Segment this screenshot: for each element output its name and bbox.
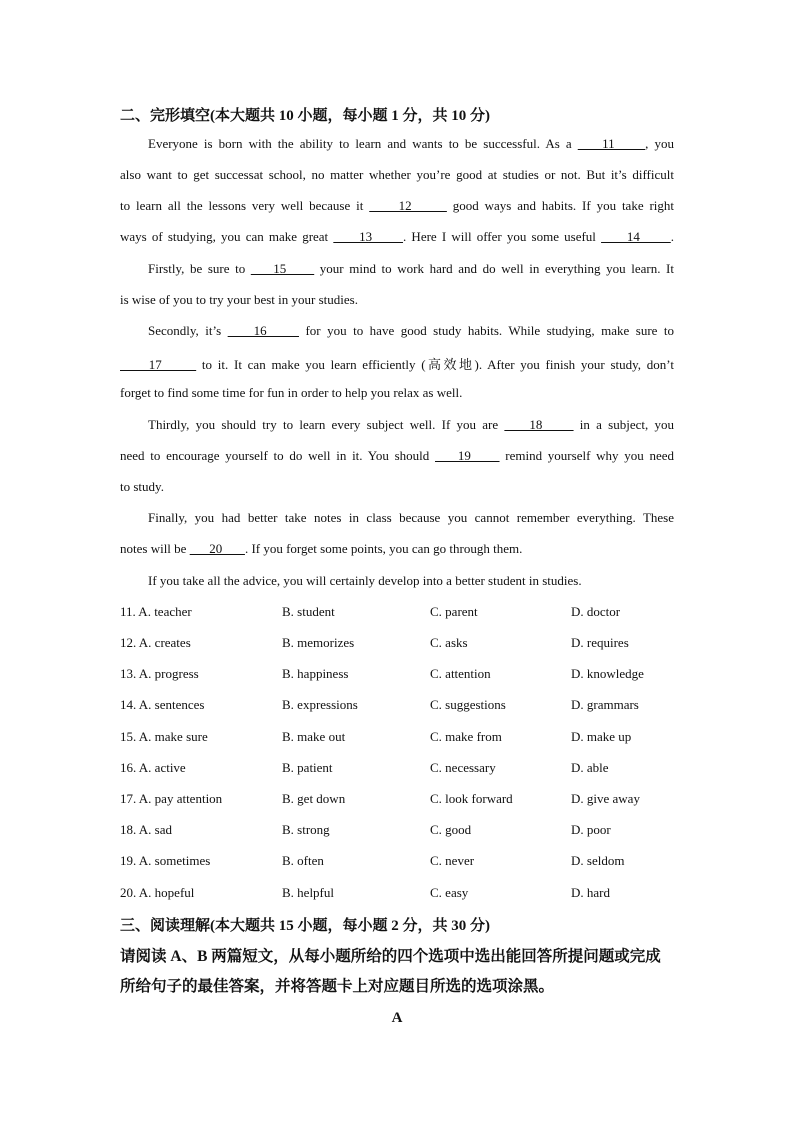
option-a: 18. A. sad <box>120 822 172 837</box>
passage-line <box>120 229 674 245</box>
passage-line <box>120 198 674 214</box>
passage-line: also want to get successat school, no matter whether you’re good at studies or not. But it’s difficult <box>120 167 674 182</box>
option-d: D. make up <box>571 729 632 744</box>
option-a: 14. A. sentences <box>120 697 205 712</box>
option-a: 13. A. progress <box>120 666 199 681</box>
blank-17: 17 <box>120 357 197 372</box>
option-a: 20. A. hopeful <box>120 885 195 900</box>
option-a: 12. A. creates <box>120 635 191 650</box>
option-c: C. necessary <box>430 760 496 775</box>
option-d: D. hard <box>571 885 610 900</box>
blank-13: 13 <box>333 229 404 244</box>
passage-label: A <box>391 1010 403 1026</box>
blank-12: 12 <box>369 198 447 213</box>
passage-text: to it. It can make you learn efficiently (高效地). After you finish your study, don’t <box>196 357 674 372</box>
passage-text: in a subject, you <box>573 417 674 432</box>
option-b: B. make out <box>282 729 346 744</box>
passage-text: need to encourage yourself to do well in it. You should <box>120 448 435 463</box>
option-a: 15. A. make sure <box>120 729 208 744</box>
option-d: D. seldom <box>571 853 625 868</box>
blank-16: 16 <box>227 323 299 338</box>
passage-line: If you take all the advice, you will certainly develop into a better student in studies. <box>148 573 582 588</box>
option-c: C. never <box>430 853 475 868</box>
blank-19: 19 <box>435 448 500 463</box>
option-b: B. get down <box>282 791 346 806</box>
passage-text: . <box>670 229 675 244</box>
option-b: B. often <box>282 853 324 868</box>
option-b: B. memorizes <box>282 635 355 650</box>
blank-11: 11 <box>577 136 646 151</box>
passage-line: forget to find some time for fun in order to help you relax as well. <box>120 385 463 400</box>
option-c: C. easy <box>430 885 469 900</box>
option-d: D. doctor <box>571 604 621 619</box>
option-c: C. suggestions <box>430 697 506 712</box>
option-a: 19. A. sometimes <box>120 853 211 868</box>
option-b: B. expressions <box>282 697 358 712</box>
passage-text: to learn all the lessons very well because it <box>120 198 370 213</box>
passage-text: your mind to work hard and do well in everything you learn. It <box>314 261 675 276</box>
option-c: C. look forward <box>430 791 513 806</box>
passage-line <box>148 323 674 339</box>
passage-text: notes will be <box>120 541 190 556</box>
option-c: C. make from <box>430 729 502 744</box>
option-b: B. patient <box>282 760 333 775</box>
blank-20: 20 <box>189 541 245 556</box>
option-c: C. good <box>430 822 472 837</box>
option-d: D. grammars <box>571 697 639 712</box>
passage-line <box>148 261 674 277</box>
passage-line <box>120 448 674 464</box>
section3-heading: 三、阅读理解(本大题共 15 小题，每小题 2 分，共 30 分) <box>120 918 490 934</box>
option-a: 17. A. pay attention <box>120 791 223 806</box>
option-d: D. poor <box>571 822 611 837</box>
passage-line: to study. <box>120 479 164 494</box>
passage-text: for you to have good study habits. While studying, make sure to <box>298 323 675 338</box>
passage-line <box>120 541 674 557</box>
passage-line <box>148 136 674 152</box>
option-c: C. asks <box>430 635 468 650</box>
passage-text: Firstly, be sure to <box>148 261 251 276</box>
passage-text: ways of studying, you can make great <box>120 229 334 244</box>
passage-text: Secondly, it’s <box>148 323 228 338</box>
option-c: C. parent <box>430 604 478 619</box>
passage-line: Finally, you had better take notes in class because you cannot remember everything. These <box>148 510 674 525</box>
passage-text: good ways and habits. If you take right <box>446 198 675 213</box>
passage-text: Everyone is born with the ability to learn and wants to be successful. As a <box>148 136 578 151</box>
passage-line <box>120 354 674 373</box>
option-b: B. student <box>282 604 335 619</box>
blank-18: 18 <box>504 417 574 432</box>
passage-text: . Here I will offer you some useful <box>403 229 602 244</box>
option-a: 16. A. active <box>120 760 186 775</box>
section3-instruction: 所给句子的最佳答案，并将答题卡上对应题目所选的选项涂黑。 <box>120 978 555 995</box>
option-d: D. knowledge <box>571 666 644 681</box>
blank-15: 15 <box>250 261 315 276</box>
option-b: B. happiness <box>282 666 349 681</box>
option-c: C. attention <box>430 666 491 681</box>
option-b: B. helpful <box>282 885 334 900</box>
option-b: B. strong <box>282 822 330 837</box>
passage-text: . If you forget some points, you can go through them. <box>244 541 523 556</box>
option-d: D. give away <box>571 791 640 806</box>
option-a: 11. A. teacher <box>120 604 192 619</box>
passage-line <box>148 417 674 433</box>
option-d: D. requires <box>571 635 629 650</box>
option-d: D. able <box>571 760 609 775</box>
section2-heading: 二、完形填空(本大题共 10 小题，每小题 1 分，共 10 分) <box>120 108 490 124</box>
section3-instruction: 请阅读 A、B 两篇短文，从每小题所给的四个选项中选出能回答所提问题或完成 <box>120 948 661 965</box>
passage-text: remind yourself why you need <box>499 448 675 463</box>
passage-text: Thirdly, you should try to learn every subject well. If you are <box>148 417 505 432</box>
passage-line: is wise of you to try your best in your studies. <box>120 292 358 307</box>
passage-text: , you <box>645 136 675 151</box>
blank-14: 14 <box>601 229 671 244</box>
